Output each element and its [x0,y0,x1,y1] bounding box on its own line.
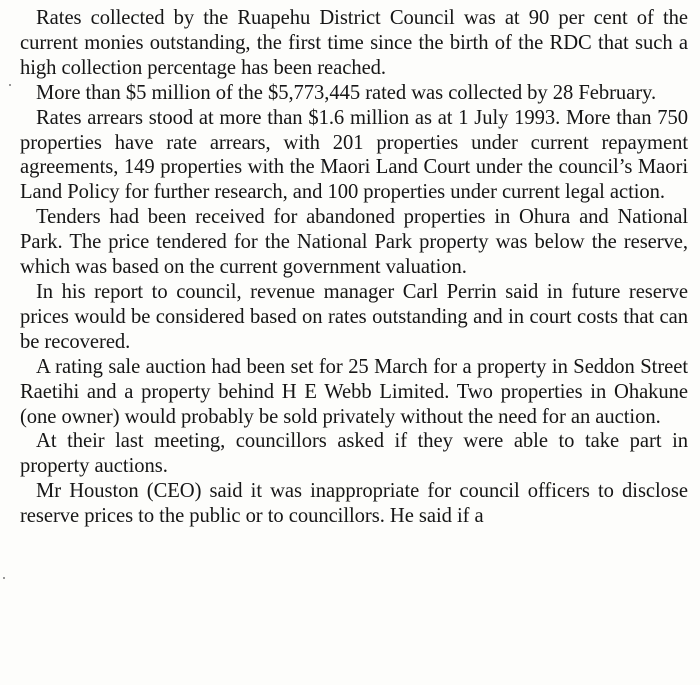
scan-speck [3,577,5,579]
paragraph-councillor-question: At their last meeting, councillors asked if they were able to take part in property auctions. [20,430,688,478]
news-article [20,6,688,529]
paragraph-collection-rate: Rates collected by the Ruapehu District Council was at 90 per cent of the current monies outstanding, the first time since the birth of the RDC that such a high collection percentage has been reached. [20,7,688,79]
scan-speck [9,84,11,86]
paragraph-revenue-report: In his report to council, revenue manager Carl Perrin said in future reserve prices would be considered based on rates outstanding and in court costs that can be recovered. [20,280,688,353]
paragraph-rates-arrears: Rates arrears stood at more than $1.6 million as at 1 July 1993. More than 750 properties have rate arrears, with 201 properties under current repayment agreements, 149 properties with the Maori Land Court under the council’s Maori Land Policy for further research, and 100 properties under current legal action. [20,106,688,204]
paragraph-tenders: Tenders had been received for abandoned properties in Ohura and National Park. The price tendered for the National Park property was below the reserve, which was based on the current government valuation. [20,206,688,279]
paragraph-amount-collected: More than $5 million of the $5,773,445 rated was collected by 28 February. [36,81,657,104]
paragraph-ceo-response: Mr Houston (CEO) said it was inappropriate for council officers to disclose reserve prices to the public or to councillors. He said if a [20,480,688,528]
paragraph-rating-sale-auction: A rating sale auction had been set for 25 March for a property in Seddon Street Raetihi and a property behind H E Webb Limited. Two properties in Ohakune (one owner) would probably be sold privately without the need for an auction. [20,355,688,428]
